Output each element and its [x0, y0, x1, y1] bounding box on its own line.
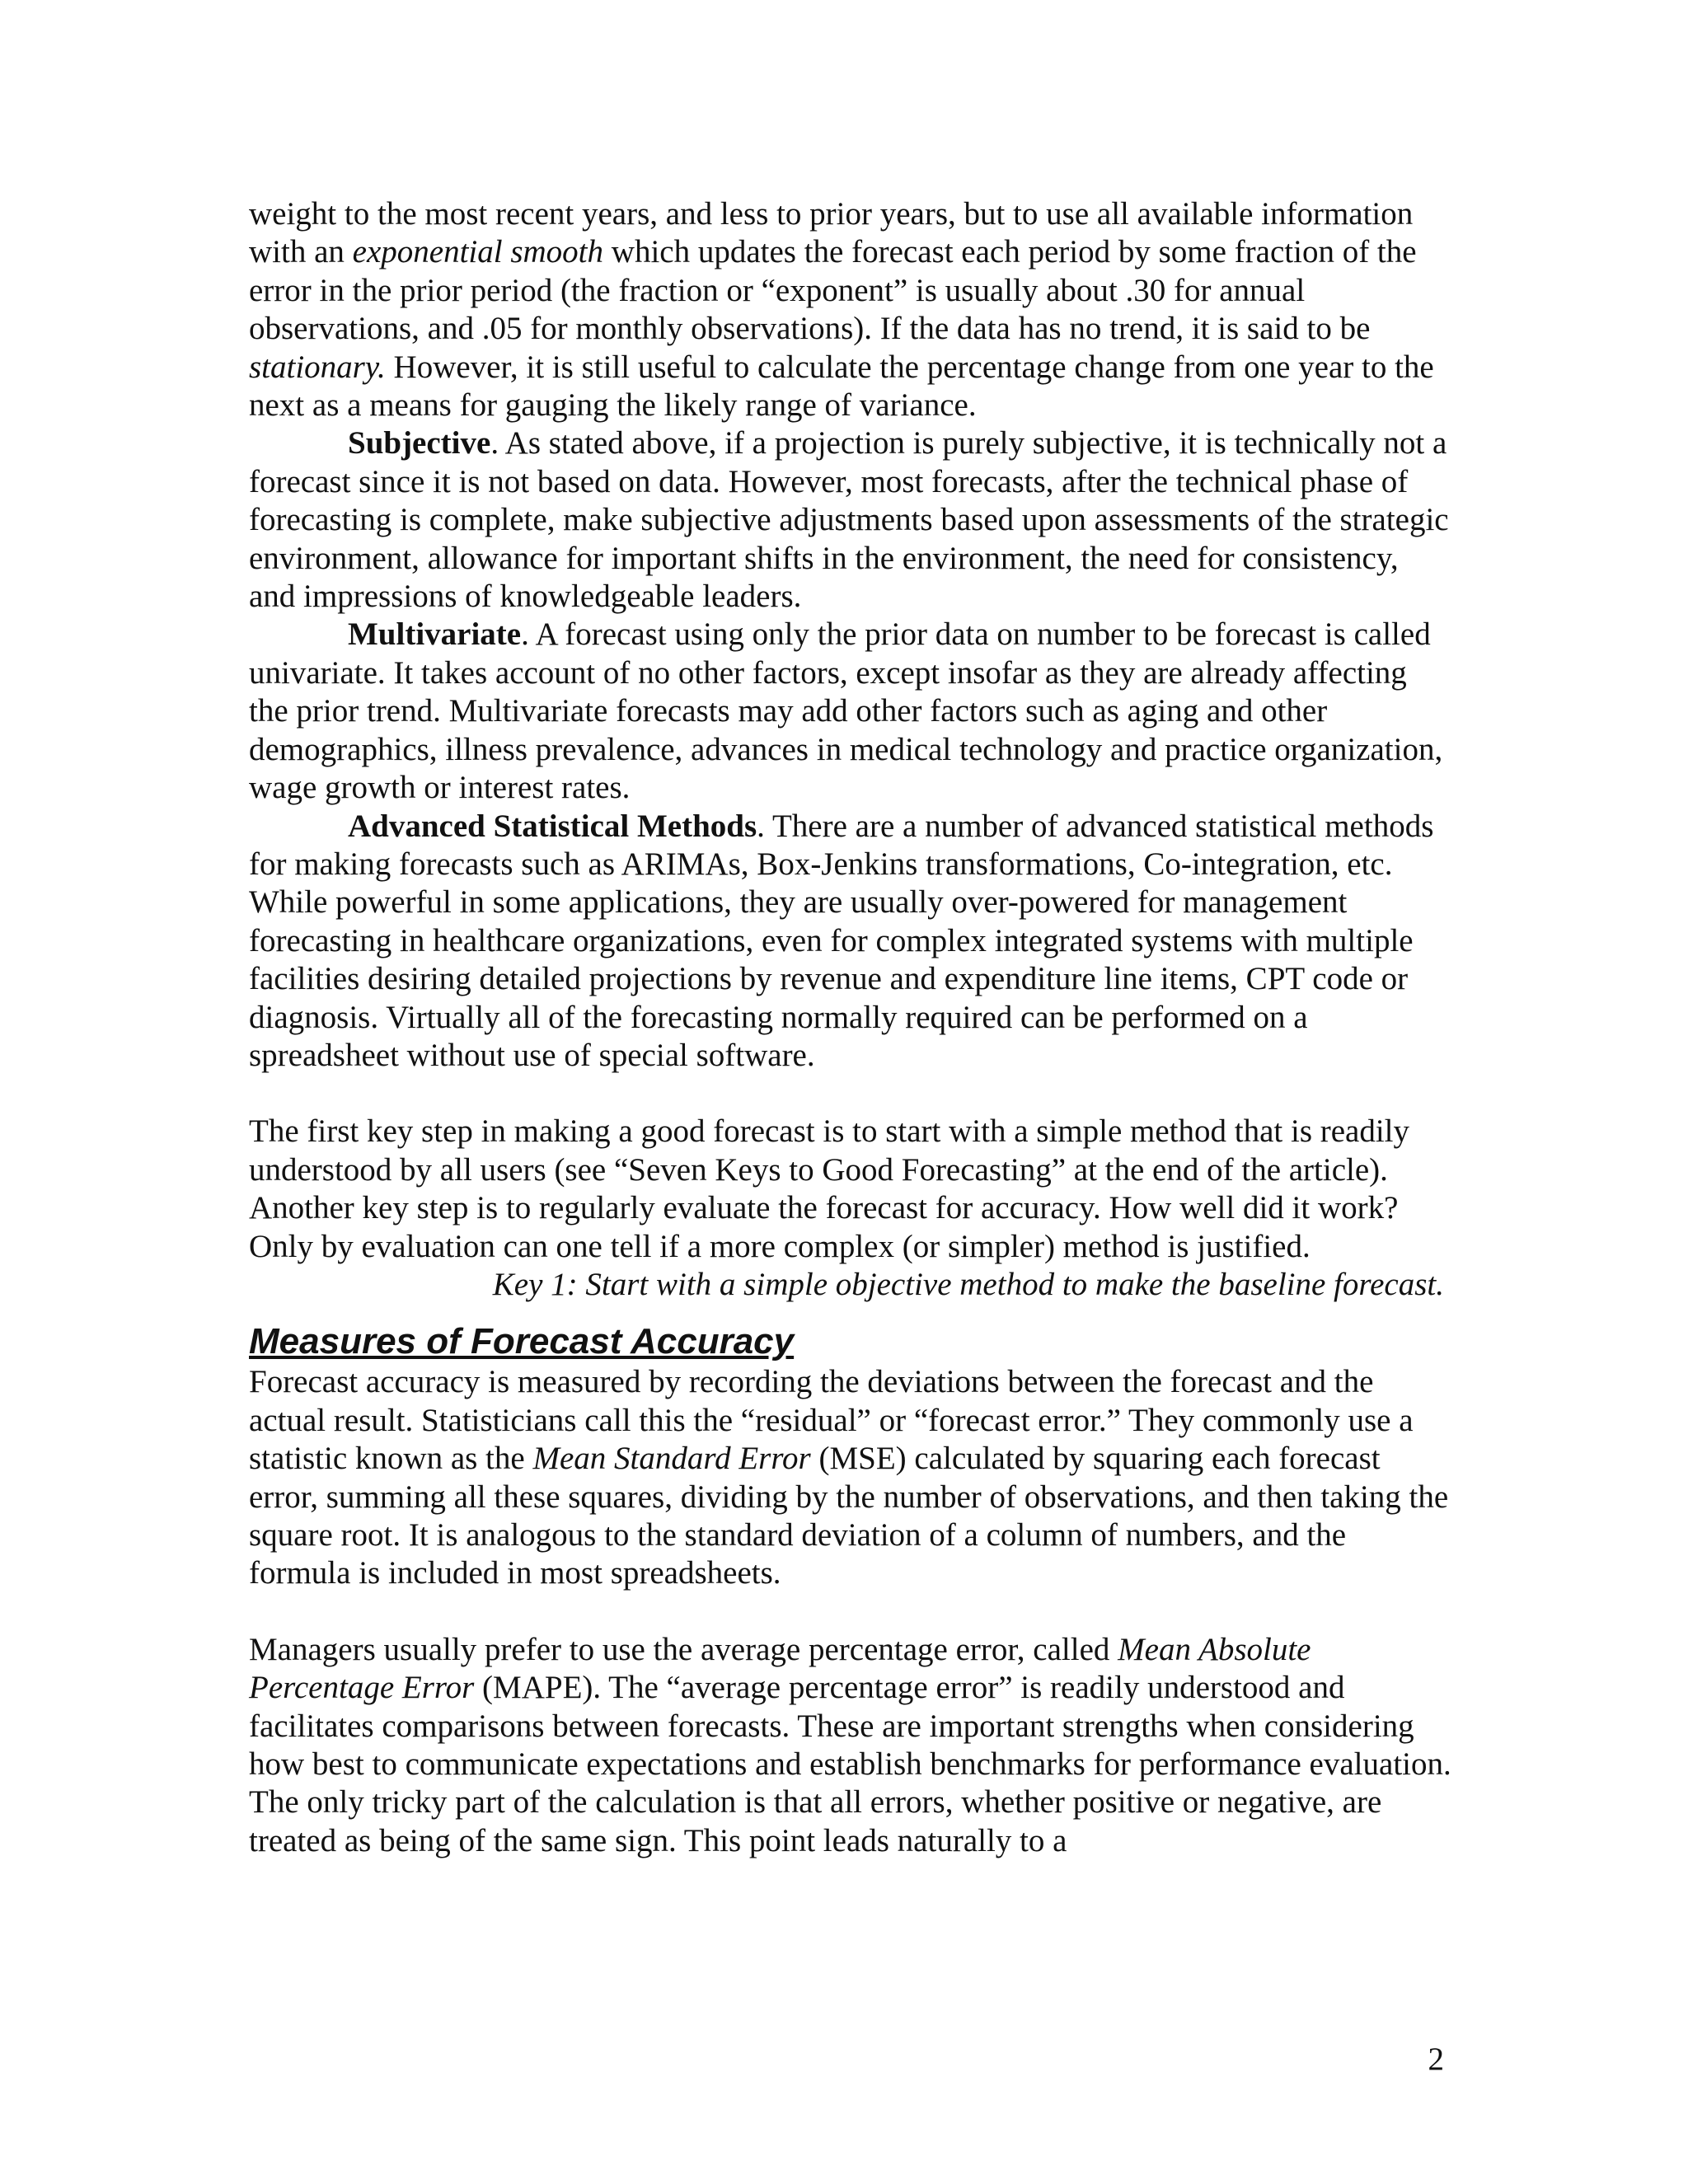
key-1-callout: Key 1: Start with a simple objective method to make the baseline forecast. [492, 1266, 1444, 1302]
paragraph-first-key-step: The first key step in making a good forecast is to start with a simple method that is readily understood by all users (see “Seven Keys to Good Forecasting” at the end of the article). Another key step is to regularly evaluate the forecast for accuracy. How well did it work? Only by evaluation can one tell if a more complex (or simpler) method is justified. [249, 1113, 1410, 1264]
text-run: weight to the most recent years, and less to prior years, but to use all available information with an [249, 196, 1414, 270]
paragraph-mape [249, 1631, 1452, 1860]
paragraph-advanced-methods [249, 808, 1452, 1076]
term-subjective: Subjective [348, 425, 491, 462]
text-run: . As stated above, if a projection is purely subjective, it is technically not a forecast since it is not based on data. However, most forecasts, after the technical phase of forecasting is complete, make subjective adjustments based upon assessments of the strategic environment, allowance for important shifts in the environment, the need for consistency, and impressions of knowledgeable leaders. [249, 425, 1449, 615]
text-run: However, it is still useful to calculate the percentage change from one year to the next as a means for gauging the likely range of variance. [249, 349, 1434, 424]
text-run: which updates the forecast each period by some fraction of the error in the prior period (the fraction or “exponent” is usually about .30 for annual observations, and .05 for monthly observations). If the data has no trend, it is said to be [249, 234, 1417, 347]
paragraph-multivariate [249, 616, 1452, 807]
text-run: Forecast accuracy is measured by recording the deviations between the forecast and the actual result. Statisticians call this the “residual” or “forecast error.” They commonly use a statistic known as the [249, 1364, 1414, 1477]
term-mape: Mean Absolute Percentage Error [249, 1631, 1311, 1706]
term-exponential-smooth: exponential smooth [352, 234, 604, 270]
paragraph-forecast-accuracy [249, 1363, 1452, 1592]
text-run: . There are a number of advanced statistical methods for making forecasts such as ARIMAs, Box-Jenkins transformations, Co-integration, etc. While powerful in some applications, they are usually over-powered for management forecasting in healthcare organizations, even for complex integrated systems with multiple facilities desiring detailed projections by revenue and expenditure line items, CPT code or diagnosis. Virtually all of the forecasting normally required can be performed on a spreadsheet without use of special software. [249, 808, 1434, 1073]
text-run: Managers usually prefer to use the average percentage error, called [249, 1631, 1118, 1667]
paragraph-exponential-smooth [249, 195, 1452, 424]
term-advanced-statistical-methods: Advanced Statistical Methods [348, 808, 757, 844]
term-mean-standard-error: Mean Standard Error [532, 1441, 811, 1477]
text-run: . A forecast using only the prior data on number to be forecast is called univariate. It takes account of no other factors, except insofar as they are already affecting the prior trend. Multivariate forecasts may add other factors such as aging and other demographics, illness prevalence, advances in medical technology and practice organization, wage growth or interest rates. [249, 616, 1443, 806]
text-run: (MAPE). The “average percentage error” is readily understood and facilitates comparisons between forecasts. These are important strengths when considering how best to communicate expectations and establish benchmarks for performance evaluation. The only tricky part of the calculation is that all errors, whether positive or negative, are treated as being of the same sign. This point leads naturally to a [249, 1670, 1451, 1858]
text-run: (MSE) calculated by squaring each forecast error, summing all these squares, dividing by the number of observations, and then taking the square root. It is analogous to the standard deviation of a column of numbers, and the formula is included in most spreadsheets. [249, 1441, 1449, 1591]
paragraph-subjective [249, 424, 1452, 616]
term-multivariate: Multivariate [348, 616, 522, 653]
term-stationary: stationary. [249, 349, 386, 385]
page-number: 2 [1428, 2041, 1444, 2077]
page-body [249, 195, 1452, 1860]
section-heading-forecast-accuracy: Measures of Forecast Accuracy [249, 1321, 795, 1362]
